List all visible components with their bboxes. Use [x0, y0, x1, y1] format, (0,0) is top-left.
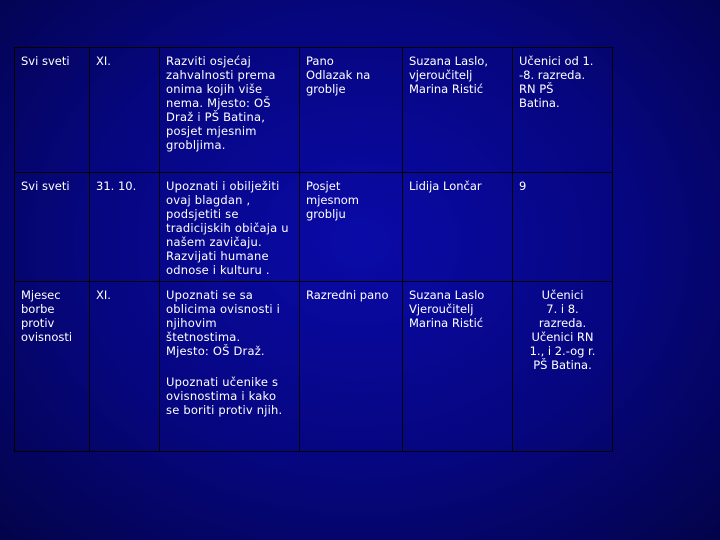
- table-row: [15, 282, 613, 452]
- goal-cell: Razviti osjećaj zahvalnosti prema onima kojih više nema. Mjesto: OŠ Draž i PŠ Batina, posjet mjesnim grobljima.: [160, 48, 300, 173]
- activities-table: [14, 47, 613, 452]
- method-cell: Pano Odlazak na groblje: [300, 48, 403, 173]
- table-row: [15, 48, 613, 173]
- time-cell: XI.: [90, 48, 160, 173]
- time-cell: XI.: [90, 282, 160, 452]
- activity-cell: Mjesec borbe protiv ovisnosti: [15, 282, 90, 452]
- method-cell: Razredni pano: [300, 282, 403, 452]
- table-row: [15, 173, 613, 282]
- activity-cell: Svi sveti: [15, 48, 90, 173]
- goal-cell: [160, 282, 300, 452]
- holder-cell: Suzana Laslo, vjeroučitelj Marina Ristić: [403, 48, 513, 173]
- participants-cell: Učenici 7. i 8. razreda. Učenici RN 1., i 2.-og r. PŠ Batina.: [513, 282, 613, 452]
- holder-cell: Lidija Lončar: [403, 173, 513, 282]
- goal-extra-text: Upoznati učenike s ovisnostima i kako se boriti protiv njih.: [166, 375, 283, 417]
- participants-cell: Učenici od 1. -8. razreda. RN PŠ Batina.: [513, 48, 613, 173]
- goal-cell: Upoznati i obilježiti ovaj blagdan , podsjetiti se tradicijskih običaja u našem zavičaju. Razvijati humane odnose i kulturu .: [160, 173, 300, 282]
- participants-cell: 9: [513, 173, 613, 282]
- activity-cell: Svi sveti: [15, 173, 90, 282]
- goal-text: Upoznati se sa oblicima ovisnosti i njihovim štetnostima. Mjesto: OŠ Draž.: [166, 288, 281, 358]
- holder-cell: Suzana Laslo Vjeroučitelj Marina Ristić: [403, 282, 513, 452]
- method-cell: Posjet mjesnom groblju: [300, 173, 403, 282]
- time-cell: 31. 10.: [90, 173, 160, 282]
